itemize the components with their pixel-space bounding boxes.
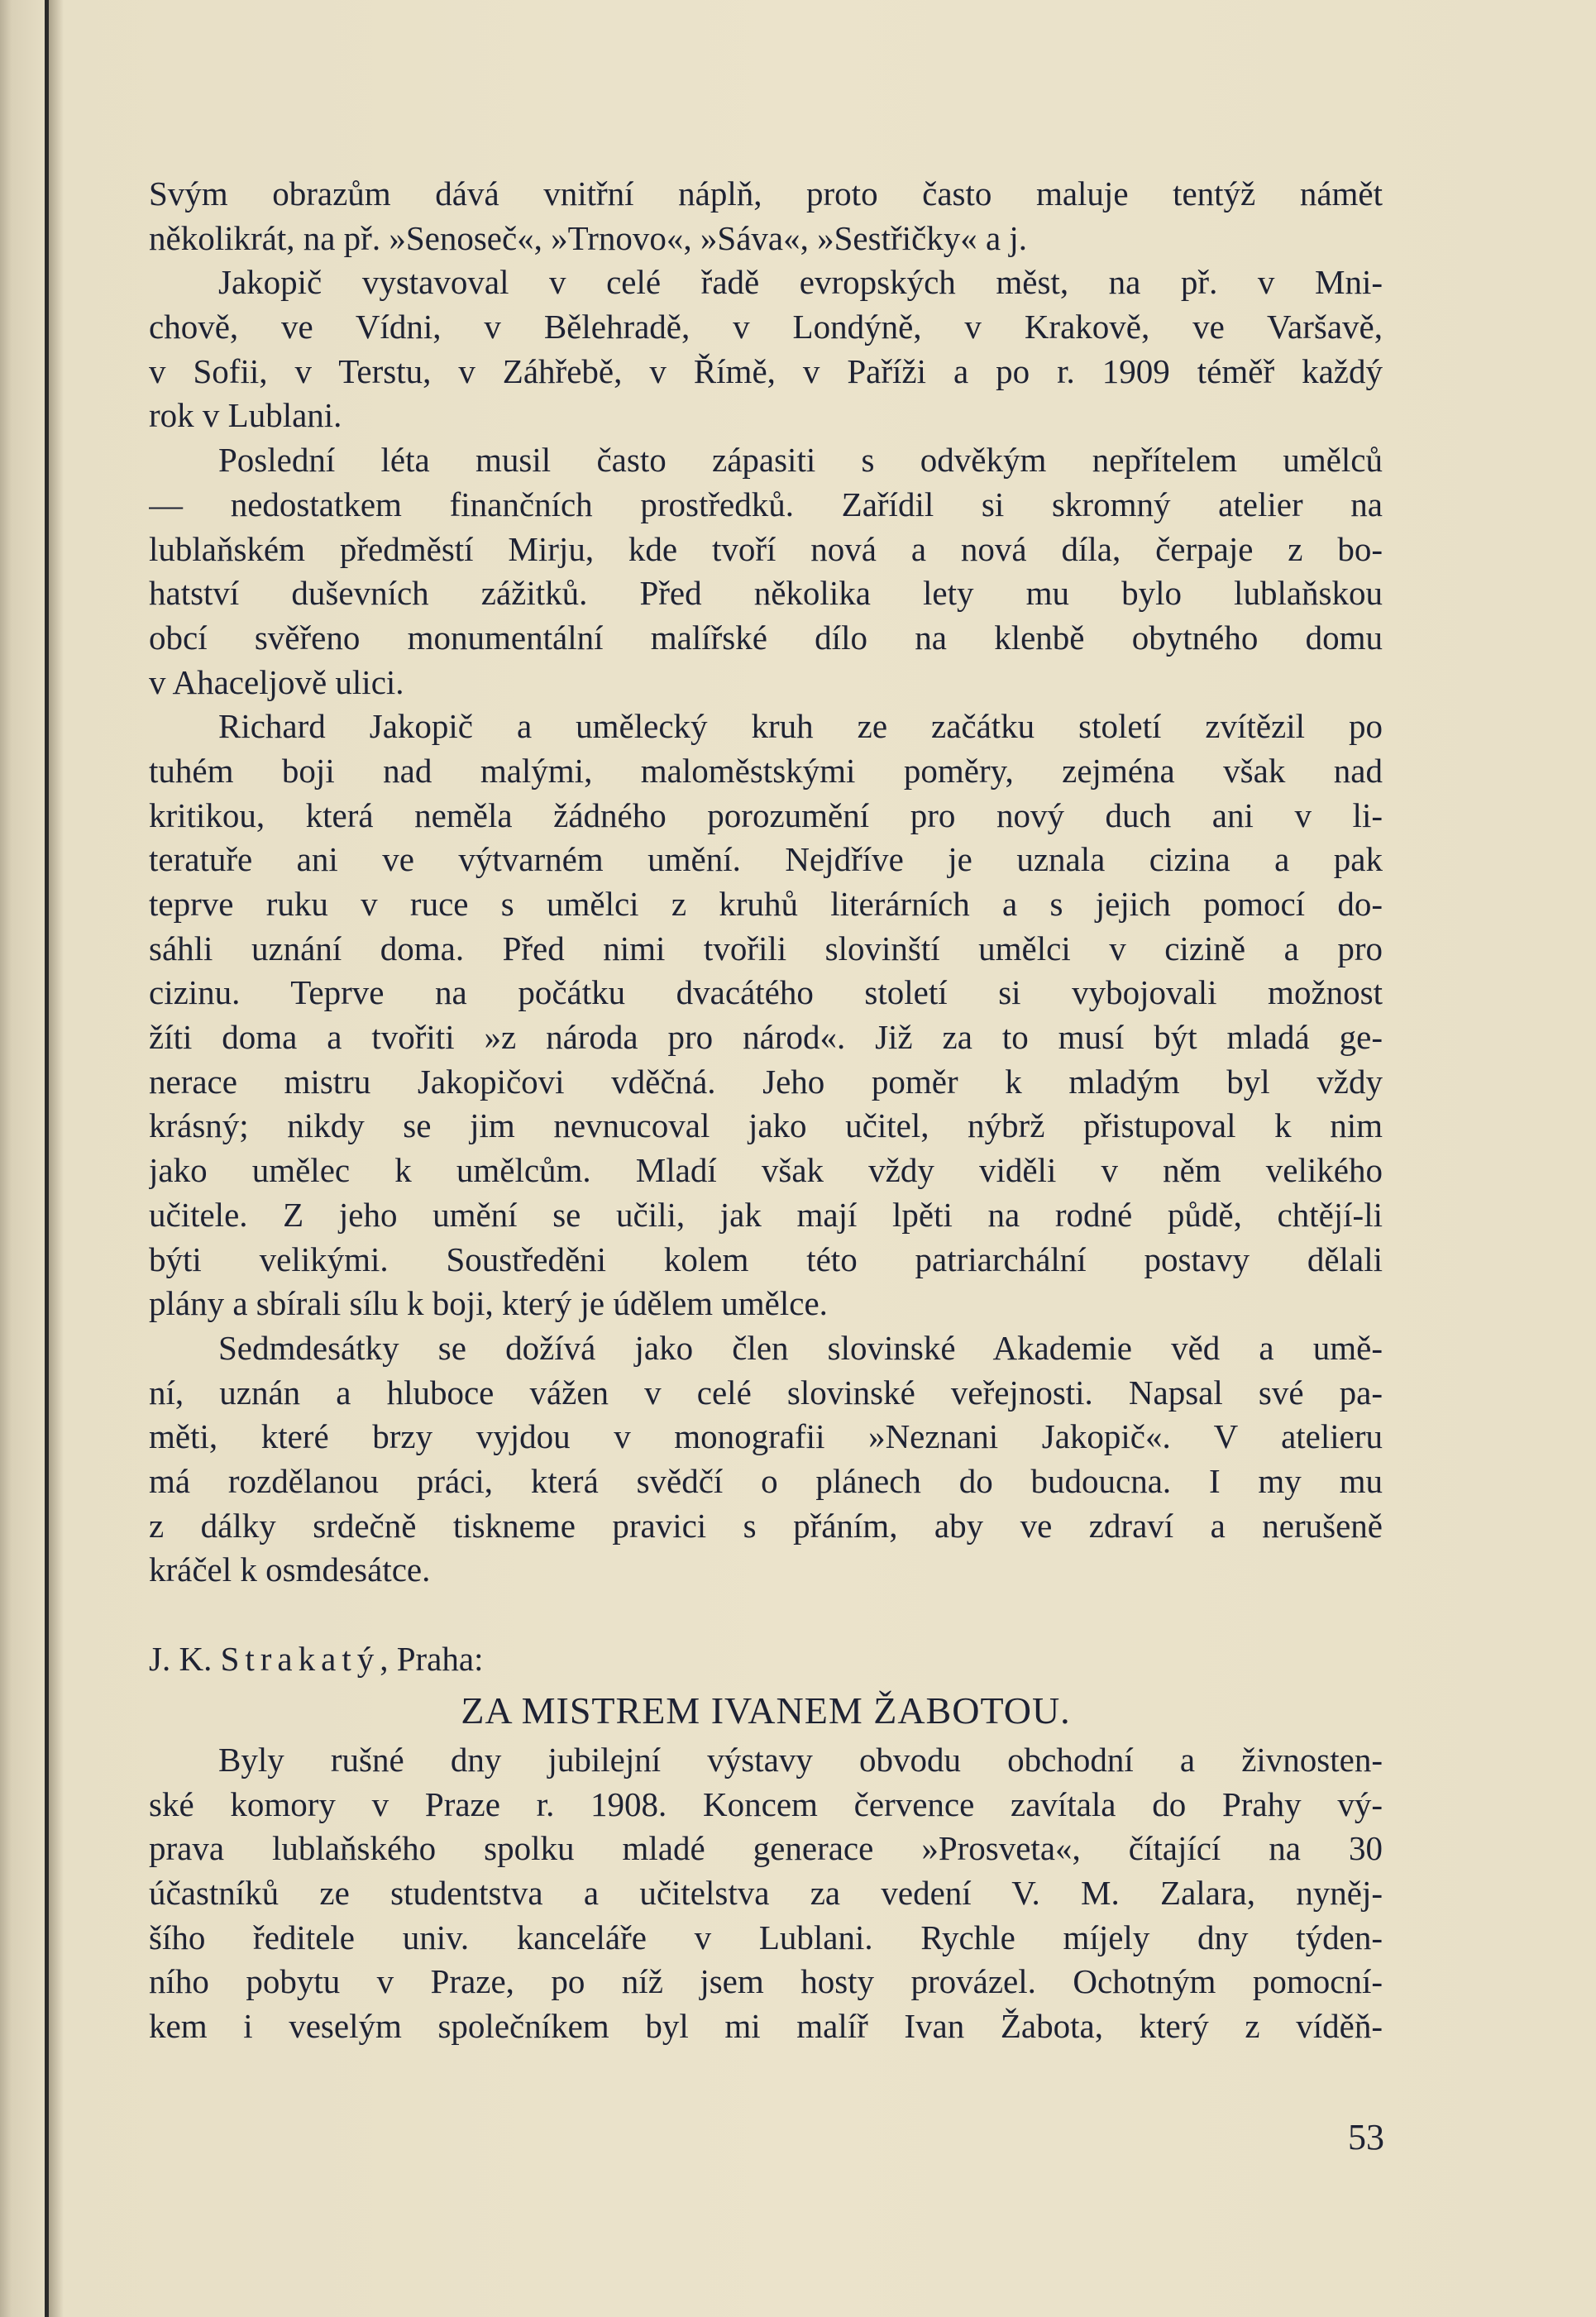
page-text	[149, 172, 1383, 2049]
text-line: tuhém boji nad malými, maloměstskými poměry, zejména však nad	[149, 751, 1383, 790]
article-title: ZA MISTREM IVANEM ŽABOTOU.	[461, 1689, 1071, 1732]
text-line: sáhli uznání doma. Před nimi tvořili slovinští umělci v cizině a pro	[149, 929, 1383, 967]
paragraph-list	[149, 172, 1383, 1593]
text-line: ního pobytu v Praze, po níž jsem hosty provázel. Ochotným pomocní-	[149, 1962, 1383, 2001]
text-line: býti velikými. Soustředěni kolem této patriarchální postavy dělali	[149, 1240, 1383, 1278]
page-number: 53	[1348, 2117, 1384, 2157]
text-line: Byly rušné dny jubilejní výstavy obvodu obchodní a živnosten-	[218, 1741, 1383, 1779]
text-line: — nedostatkem finančních prostředků. Zařídil si skromný atelier na	[149, 485, 1383, 523]
text-line: ní, uznán a hluboce vážen v celé slovinské veřejnosti. Napsal své pa-	[149, 1373, 1383, 1412]
text-line: rok v Lublani.	[149, 396, 342, 435]
text-line: kritikou, která neměla žádného porozumění pro nový duch ani v li-	[149, 795, 1383, 834]
author-surname: Strakatý	[220, 1640, 380, 1678]
text-line: měti, které brzy vyjdou v monografii »Neznani Jakopič«. V atelieru	[149, 1417, 1383, 1456]
book-spine-shadow	[49, 0, 64, 2317]
paragraph	[149, 705, 1383, 1326]
text-line: prava lublaňského spolku mladé generace »Prosveta«, čítající na 30	[149, 1829, 1383, 1868]
text-line: v Ahaceljově ulici.	[149, 662, 404, 701]
text-line: kráčel k osmdesátce.	[149, 1550, 431, 1589]
paragraph	[149, 172, 1383, 260]
author-initials: J. K.	[149, 1640, 213, 1678]
text-line: žíti doma a tvořiti »z národa pro národ«. Již za to musí být mladá ge-	[149, 1018, 1383, 1057]
text-line: v Sofii, v Terstu, v Záhřebě, v Římě, v Paříži a po r. 1909 téměř každý	[149, 351, 1383, 390]
text-line: Svým obrazům dává vnitřní náplň, proto často maluje tentýž námět	[149, 174, 1383, 213]
section-gap	[149, 1593, 1383, 1634]
text-line: Poslední léta musil často zápasiti s odvěkým nepřítelem umělců	[218, 441, 1383, 480]
text-line: jako umělec k umělcům. Mladí však vždy viděli v něm velikého	[149, 1151, 1383, 1190]
text-line: krásný; nikdy se jim nevnucoval jako učitel, nýbrž přistupoval k nim	[149, 1106, 1383, 1145]
article-author	[149, 1634, 1383, 1684]
text-line: teratuře ani ve výtvarném umění. Nejdříve je uznala cizina a pak	[149, 840, 1383, 879]
text-line: Sedmdesátky se dožívá jako člen slovinské Akademie věd a umě-	[218, 1328, 1383, 1367]
text-line: plány a sbírali sílu k boji, který je údělem umělce.	[149, 1284, 828, 1323]
text-line: učitele. Z jeho umění se učili, jak mají lpěti na rodné půdě, chtějí-li	[149, 1195, 1383, 1234]
text-line: cizinu. Teprve na počátku dvacátého století si vybojovali možnost	[149, 973, 1383, 1012]
text-line: teprve ruku v ruce s umělci z kruhů literárních a s jejich pomocí do-	[149, 885, 1383, 923]
text-line: nerace mistru Jakopičovi vděčná. Jeho poměr k mladým byl vždy	[149, 1062, 1383, 1101]
paragraph	[149, 438, 1383, 705]
text-line: chově, ve Vídni, v Bělehradě, v Londýně, v Krakově, ve Varšavě,	[149, 308, 1383, 346]
text-line: Richard Jakopič a umělecký kruh ze začátku století zvítězil po	[218, 707, 1383, 746]
text-line: Jakopič vystavoval v celé řadě evropských měst, na př. v Mni-	[218, 263, 1383, 302]
author-city: , Praha:	[380, 1640, 484, 1678]
text-line: lublaňském předměstí Mirju, kde tvoří nová a nová díla, čerpaje z bo-	[149, 529, 1383, 568]
text-line: obcí svěřeno monumentální malířské dílo na klenbě obytného domu	[149, 618, 1383, 657]
paragraph	[149, 260, 1383, 438]
paragraph	[149, 1326, 1383, 1593]
text-line: šího ředitele univ. kanceláře v Lublani. Rychle míjely dny týden-	[149, 1918, 1383, 1956]
text-line: má rozdělanou práci, která svědčí o plánech do budoucna. I my mu	[149, 1461, 1383, 1500]
text-line: z dálky srdečně tiskneme pravici s přáním, aby ve zdraví a nerušeně	[149, 1506, 1383, 1545]
text-line: kem i veselým společníkem byl mi malíř Ivan Žabota, který z víděň-	[149, 2007, 1383, 2046]
text-line: ské komory v Praze r. 1908. Koncem července zavítala do Prahy vý-	[149, 1784, 1383, 1823]
article-body	[149, 1738, 1383, 2049]
text-line: hatství duševních zážitků. Před několika lety mu bylo lublaňskou	[149, 574, 1383, 613]
text-line: několikrát, na př. »Senoseč«, »Trnovo«, »Sáva«, »Sestřičky« a j.	[149, 218, 1028, 257]
text-line: účastníků ze studentstva a učitelstva za vedení V. M. Zalara, nyněj-	[149, 1874, 1383, 1913]
